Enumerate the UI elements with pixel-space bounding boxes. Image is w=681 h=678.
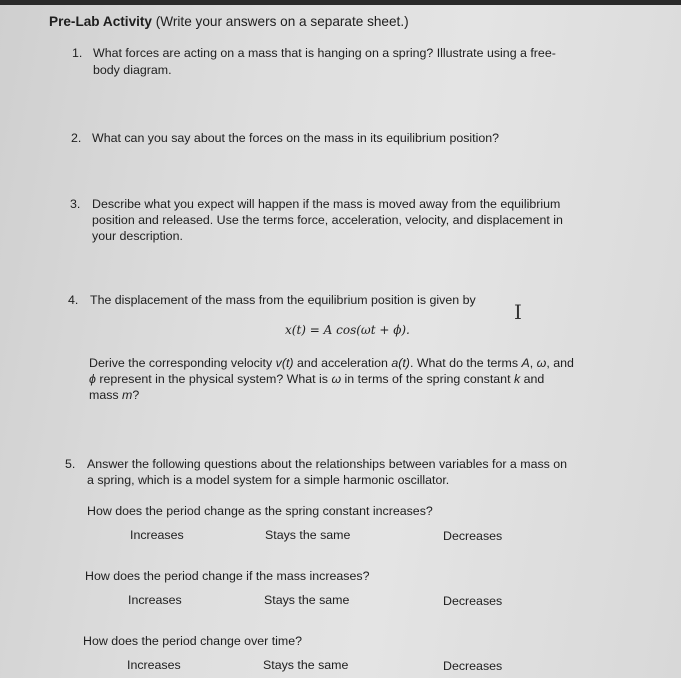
subquestion-prompt: How does the period change as the spring constant increases? <box>87 504 433 518</box>
question-1-line: What forces are acting on a mass that is hanging on a spring? Illustrate using a free- <box>93 46 556 60</box>
question-4-number: 4. <box>68 293 79 307</box>
question-2-number: 2. <box>71 131 82 145</box>
question-1-line: body diagram. <box>93 63 172 77</box>
option-decreases: Decreases <box>443 594 503 608</box>
question-3-line: your description. <box>92 229 183 243</box>
subquestion-prompt: How does the period change if the mass increases? <box>85 569 370 583</box>
question-1-number: 1. <box>72 46 83 60</box>
question-4-derive-line <box>89 355 574 371</box>
subquestion-prompt: How does the period change over time? <box>83 634 303 648</box>
photo-top-edge <box>0 0 681 5</box>
text: and acceleration <box>293 356 392 370</box>
option-stays-the-same: Stays the same <box>265 528 351 542</box>
option-increases: Increases <box>127 658 181 672</box>
title-bold: Pre-Lab Activity <box>49 14 152 29</box>
option-increases: Increases <box>130 528 184 542</box>
question-5-line: a spring, which is a model system for a simple harmonic oscillator. <box>87 473 450 487</box>
text: . What do the terms <box>409 356 522 370</box>
text: , <box>529 356 537 370</box>
question-5-number: 5. <box>65 457 76 471</box>
spring-constant-symbol: k <box>513 372 521 386</box>
page-title <box>49 14 409 30</box>
question-2-line: What can you say about the forces on the mass in its equilibrium position? <box>92 131 500 145</box>
displacement-equation: x(t) = A cos(ωt + ϕ). <box>285 323 410 337</box>
phi-symbol: ϕ <box>89 372 96 386</box>
text: represent in the physical system? What is <box>95 372 332 386</box>
text-cursor-icon: I <box>514 300 522 324</box>
option-increases: Increases <box>128 593 182 607</box>
text: in terms of the spring constant <box>341 372 514 386</box>
option-decreases: Decreases <box>443 529 503 543</box>
question-4-derive-line <box>89 387 139 403</box>
text: ? <box>132 388 140 402</box>
velocity-symbol: v(t) <box>275 356 294 370</box>
question-3-line: Describe what you expect will happen if the mass is moved away from the equilibrium <box>92 197 561 211</box>
text: , and <box>546 356 574 370</box>
text: mass <box>89 388 123 402</box>
text: Derive the corresponding velocity <box>89 356 276 370</box>
text: and <box>520 372 545 386</box>
question-5-line: Answer the following questions about the relationships between variables for a mass on <box>87 457 568 471</box>
question-3-line: position and released. Use the terms force, acceleration, velocity, and displacement in <box>92 213 563 227</box>
omega-symbol: ω <box>331 372 342 386</box>
option-stays-the-same: Stays the same <box>264 593 350 607</box>
question-4-derive-line <box>89 371 544 387</box>
option-stays-the-same: Stays the same <box>263 658 349 672</box>
acceleration-symbol: a(t) <box>391 356 410 370</box>
question-4-line: The displacement of the mass from the equilibrium position is given by <box>90 293 476 307</box>
amplitude-symbol: A <box>521 356 530 370</box>
mass-symbol: m <box>122 388 133 402</box>
title-instruction: (Write your answers on a separate sheet.) <box>152 14 409 29</box>
question-3-number: 3. <box>70 197 81 211</box>
option-decreases: Decreases <box>443 659 503 673</box>
omega-symbol: ω <box>536 356 547 370</box>
